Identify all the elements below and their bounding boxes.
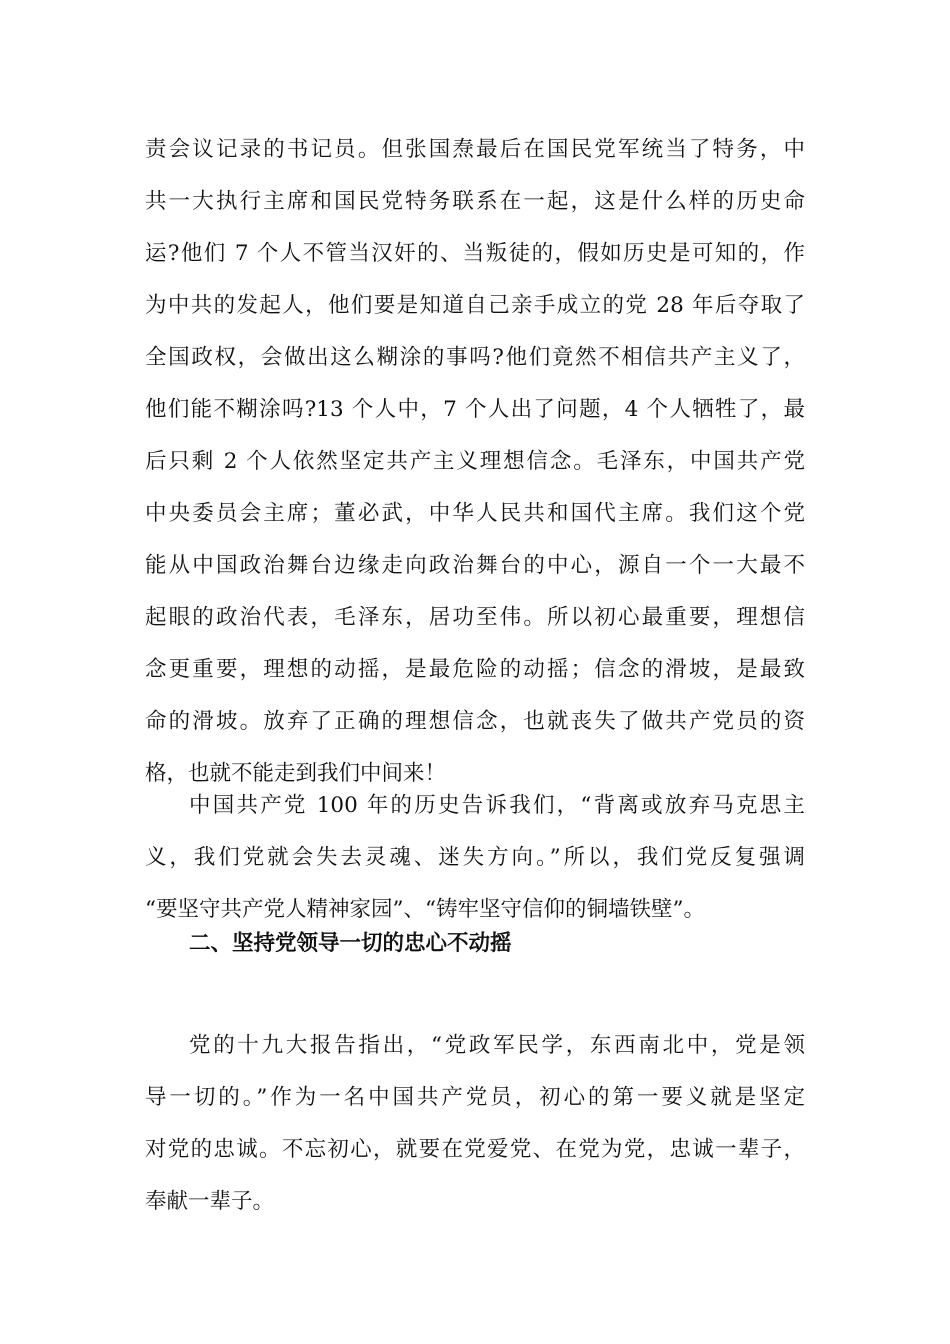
- text-line: 党的十九大报告指出，“党政军民学，东西南北中，党是领: [189, 1033, 805, 1058]
- paragraph-party-loyalty: [145, 1020, 805, 1228]
- text-line: 对党的忠诚。不忘初心，就要在党爱党、在党为党，忠诚一辈子，: [145, 1137, 805, 1162]
- text-line: 命的滑坡。放弃了正确的理想信念，也就丧失了做共产党员的资: [145, 709, 805, 734]
- text-line: 格，也就不能走到我们中间来！: [145, 761, 447, 786]
- paragraph-history-of-founders: [145, 124, 805, 800]
- text-line: 后只剩 2 个人依然坚定共产主义理想信念。毛泽东，中国共产党: [145, 449, 805, 474]
- text-line: 导一切的。”作为一名中国共产党员，初心的第一要义就是坚定: [145, 1085, 805, 1110]
- text-line: 奉献一辈子。: [145, 1189, 275, 1214]
- text-line: 起眼的政治代表，毛泽东，居功至伟。所以初心最重要，理想信: [145, 605, 805, 630]
- text-line: 他们能不糊涂吗?13 个人中，7 个人出了问题，4 个人牺牲了，最: [145, 397, 805, 422]
- text-line: 念更重要，理想的动摇，是最危险的动摇；信念的滑坡，是最致: [145, 657, 805, 682]
- text-line: “要坚守共产党人精神家园”、“铸牢坚守信仰的铜墙铁壁”。: [145, 897, 705, 922]
- paragraph-party-history: [145, 780, 805, 936]
- text-line: 能从中国政治舞台边缘走向政治舞台的中心，源自一个一大最不: [145, 553, 805, 578]
- text-line: 共一大执行主席和国民党特务联系在一起，这是什么样的历史命: [145, 189, 805, 214]
- text-line: 为中共的发起人，他们要是知道自己亲手成立的党 28 年后夺取了: [145, 293, 805, 318]
- text-line: 义，我们党就会失去灵魂、迷失方向。”所以，我们党反复强调: [145, 845, 805, 870]
- text-line: 运?他们 7 个人不管当汉奸的、当叛徒的，假如历史是可知的，作: [145, 241, 805, 266]
- text-line: 责会议记录的书记员。但张国焘最后在国民党军统当了特务，中: [145, 137, 805, 162]
- section-heading: 二、坚持党领导一切的忠心不动摇: [189, 931, 512, 956]
- text-line: 全国政权，会做出这么糊涂的事吗?他们竟然不相信共产主义了，: [145, 345, 805, 370]
- text-line: 中国共产党 100 年的历史告诉我们，“背离或放弃马克思主: [189, 793, 805, 818]
- text-line: 中央委员会主席；董必武，中华人民共和国代主席。我们这个党: [145, 501, 805, 526]
